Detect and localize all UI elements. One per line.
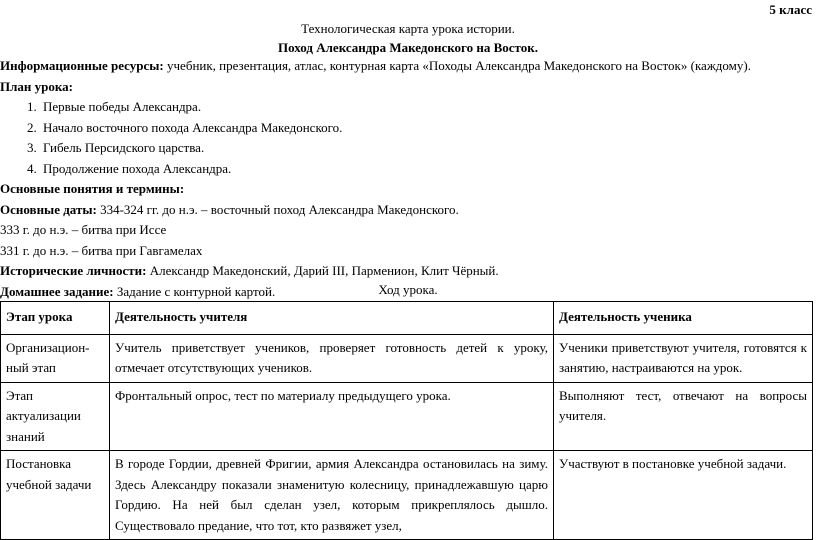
homework-text: Задание с контурной картой. [113,283,276,299]
stage-cell: Организацион-ный этап [1,334,110,382]
student-cell: Выполняют тест, отвечают на вопросы учителя. [554,382,813,451]
table-row [1,451,813,540]
stage-cell: Постановка учебной задачи [1,451,110,540]
date-gaugamela: 331 г. до н.э. – битва при Гавгамелах [0,242,203,258]
column-header: Этап урока [1,302,110,335]
table-row [1,334,813,382]
plan-item: 4. Продолжение похода Александра. [40,159,812,180]
plan-list [0,97,812,179]
homework-label: Домашнее задание: [0,283,114,299]
lesson-topic: Поход Александра Македонского на Восток. [278,40,538,55]
date-issus: 333 г. до н.э. – битва при Иссе [0,222,167,237]
concepts-label: Основные понятия и термины: [0,181,185,196]
stage-cell: Этап актуализации знаний [1,382,110,451]
grade-label: 5 класс [769,2,812,17]
persons-label: Исторические личности: [0,263,147,278]
plan-item: 1. Первые победы Александра. [40,97,812,118]
persons-line [0,261,812,282]
resources-label: Информационные ресурсы: [0,58,164,73]
plan-item: 3. Гибель Персидского царства. [40,138,812,159]
lesson-table [0,301,813,540]
student-cell: Ученики приветствуют учителя, готовятся к занятию, настраиваются на урок. [554,334,813,382]
dates-text: 334-324 гг. до н.э. – восточный поход Александра Македонского. [96,201,459,217]
table-row [1,382,813,451]
table-header-row [1,302,813,335]
plan-item: 2. Начало восточного похода Александра Македонского. [40,118,812,139]
teacher-cell: Учитель приветствует учеников, проверяет готовность детей к уроку, отмечает отсутствующих учеников. [110,334,554,382]
resources-text: учебник, презентация, атлас, контурная карта «Походы Александра Македонского на Восток» (каждому). [163,58,751,73]
dates-line [0,200,812,221]
lesson-info [0,56,812,302]
document-title: Технологическая карта урока истории. [301,21,515,36]
resources-line [0,56,812,77]
plan-label: План урока: [0,78,73,94]
persons-text: Александр Македонский, Дарий III, Парменион, Клит Чёрный. [146,263,499,278]
dates-label: Основные даты: [0,201,97,217]
column-header: Деятельность учителя [110,302,554,335]
lesson-progress-title: Ход урока. [378,282,438,297]
teacher-cell: В городе Гордии, древней Фригии, армия Александра остановилась на зиму. Здесь Александру показали знаменитую колесницу, принадлежавшую царю Гордию. На ней был сделан узел, которым прикреплялось дышло. Существовало предание, что тот, кто развяжет узел, [110,451,554,540]
teacher-cell: Фронтальный опрос, тест по материалу предыдущего урока. [110,382,554,451]
student-cell: Участвуют в постановке учебной задачи. [554,451,813,540]
column-header: Деятельность ученика [554,302,813,335]
